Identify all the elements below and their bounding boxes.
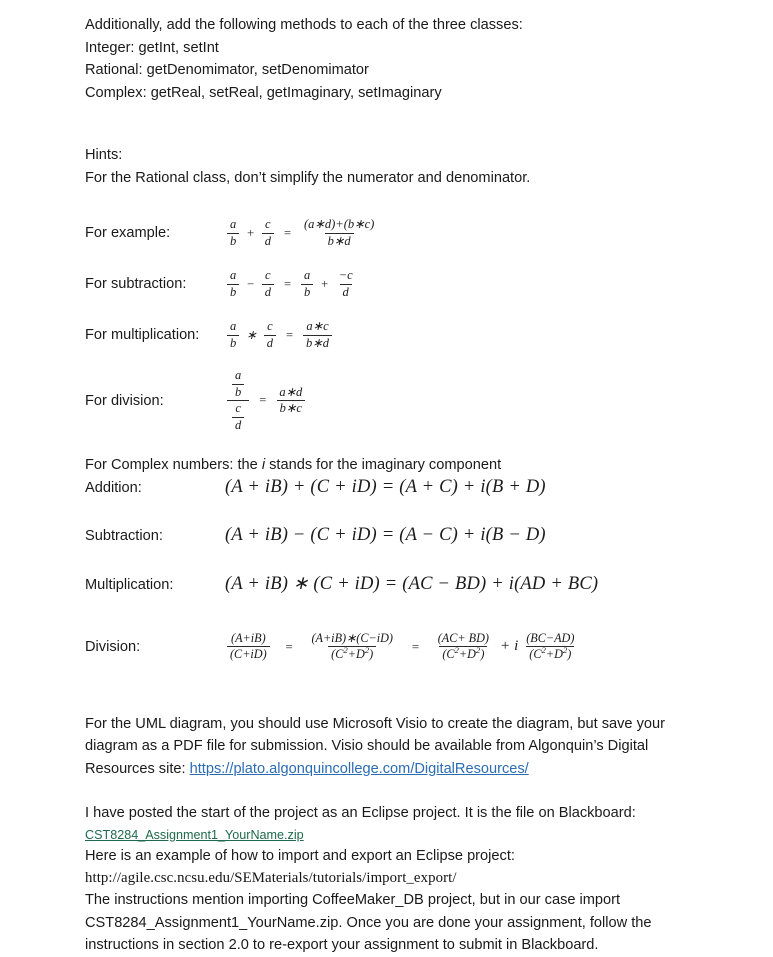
- complex-row-subtraction: [85, 525, 710, 561]
- methods-intro-block: [85, 14, 710, 104]
- complex-label-multiplication: Multiplication:: [85, 576, 174, 593]
- fraction-a-over-b: $\frac{a}{b}$: [227, 320, 239, 350]
- operator-minus: −: [246, 276, 255, 291]
- tutorial-url-text[interactable]: http://agile.csc.ncsu.edu/SEMaterials/tutorials/import_export/: [85, 870, 457, 887]
- formula-expression-example: [225, 218, 379, 248]
- methods-complex-line: Complex: getReal, setReal, getImaginary, setImaginary: [85, 84, 442, 101]
- methods-rational-line: Rational: getDenomimator, setDenomimator: [85, 62, 369, 78]
- spacer: [85, 673, 710, 713]
- formula-row-division: [85, 369, 710, 432]
- complex-intro-post: stands for the imaginary component: [265, 457, 502, 473]
- fraction-c-over-d: $\frac{c}{d}$: [262, 269, 274, 299]
- formula-expression-subtraction: [225, 269, 358, 299]
- complex-expression-division: [225, 632, 579, 661]
- spacer: [85, 255, 710, 262]
- formula-row-example: [85, 211, 710, 255]
- spacer: [85, 561, 710, 573]
- fraction-negc-over-d: $\frac{-c}{d}$: [338, 268, 353, 299]
- complex-expression-subtraction: (A + iB) − (C + iD) = (A − C) + i(B − D): [225, 524, 546, 545]
- operator-equals-1: =: [284, 638, 294, 654]
- operator-equals: =: [285, 327, 294, 342]
- fraction-aib-over-cid: $\frac{(A+iB)}{(C+iD)}$: [227, 632, 270, 661]
- eclipse-section: [85, 802, 710, 957]
- nested-fraction-ab-over-cd: [227, 369, 249, 432]
- operator-multiply: ∗: [246, 328, 257, 342]
- operator-equals: =: [283, 225, 291, 240]
- operator-equals: =: [259, 393, 267, 407]
- spacer: [85, 357, 710, 369]
- eclipse-example-line: Here is an example of how to import and export an Eclipse project:: [85, 847, 515, 864]
- fraction-a-over-b-2: $\frac{a}{b}$: [301, 269, 313, 299]
- formula-row-multiplication: [85, 313, 710, 357]
- complex-row-division: [85, 621, 710, 673]
- formula-label-example: For example:: [85, 225, 171, 241]
- complex-expression-addition: (A + iB) + (C + iD) = (A + C) + i(B + D): [225, 476, 546, 497]
- complex-expression-multiplication: (A + iB) ∗ (C + iD) = (AC − BD) + i(AD + BC): [225, 573, 599, 594]
- methods-integer-line: Integer: getInt, setInt: [85, 39, 219, 56]
- methods-intro-lead: Additionally, add the following methods to each of the three classes:: [85, 17, 523, 33]
- complex-row-addition: [85, 477, 710, 513]
- nested-denominator: [227, 400, 249, 432]
- formula-label-subtraction: For subtraction:: [85, 276, 187, 292]
- eclipse-closing-paragraph: The instructions mention importing CoffeeMaker_DB project, but in our case import CST8284_Assignment1_YourName.zip. Once you are done your assignment, follow the instructions in section 2.0 to re-export your assignment to submit in Blackboard.: [85, 892, 652, 954]
- fraction-result-division: $\frac{a∗d}{b∗c}$: [276, 386, 305, 416]
- denominator-c2-plus-d2: $(C^2+D^2)$: [328, 646, 376, 661]
- fraction-c-over-d: $\frac{c}{d}$: [262, 218, 274, 248]
- nested-numerator: [227, 369, 249, 400]
- fraction-result-example: $\frac{(a∗d)+(b∗c)}{b∗d}$: [304, 217, 375, 248]
- document-body: [85, 14, 710, 957]
- complex-row-multiplication: [85, 573, 710, 609]
- uml-paragraph: [85, 713, 710, 781]
- fraction-real-part: $\frac{(AC+ BD)}{(C^2+D^2)}$: [437, 630, 489, 661]
- spacer: [85, 432, 710, 454]
- complex-intro-line: [85, 454, 710, 477]
- fraction-a-over-b: $\frac{a}{b}$: [227, 218, 239, 248]
- complex-label-subtraction: Subtraction:: [85, 527, 163, 544]
- eclipse-posted-line: I have posted the start of the project as an Eclipse project. It is the file on Blackboard:: [85, 805, 636, 822]
- imaginary-unit-symbol: i: [261, 457, 266, 473]
- formula-row-subtraction: [85, 262, 710, 306]
- formula-expression-division: [225, 369, 307, 432]
- hints-block: [85, 144, 710, 189]
- assignment-zip-link[interactable]: CST8284_Assignment1_YourName.zip: [85, 827, 304, 842]
- complex-label-division: Division:: [85, 638, 141, 655]
- operator-equals: =: [283, 276, 291, 291]
- fraction-conjugate-expansion: $\frac{(A+iB)∗(C-iD)}{(C^2+D^2)}$: [311, 630, 393, 661]
- denominator-c2-plus-d2: $(C^2+D^2)$: [439, 646, 487, 661]
- fraction-result-multiplication: $\frac{a∗c}{b∗d}$: [303, 320, 332, 350]
- denominator-c2-plus-d2: $(C^2+D^2)$: [526, 646, 574, 661]
- complex-label-addition: Addition:: [85, 479, 142, 496]
- spacer: [85, 306, 710, 313]
- spacer: [85, 513, 710, 525]
- formula-label-multiplication: For multiplication:: [85, 327, 200, 343]
- imaginary-unit-symbol: i: [514, 638, 519, 654]
- fraction-a-over-b: $\frac{a}{b}$: [232, 369, 244, 399]
- spacer: [85, 104, 710, 144]
- operator-plus: +: [246, 225, 255, 240]
- uml-paragraph-text: For the UML diagram, you should use Microsoft Visio to create the diagram, but save your diagram as a PDF file for submission. Visio should be available from Algonquin’s Digital Resources site:: [85, 715, 665, 777]
- formula-label-division: For division:: [85, 392, 164, 409]
- spacer: [85, 609, 710, 621]
- spacer: [85, 189, 710, 211]
- operator-plus: +: [499, 638, 511, 654]
- operator-plus: +: [320, 276, 329, 291]
- fraction-a-over-b: $\frac{a}{b}$: [227, 269, 239, 299]
- hints-heading: Hints:: [85, 147, 123, 163]
- digital-resources-link[interactable]: https://plato.algonquincollege.com/DigitalResources/: [189, 760, 529, 777]
- operator-equals-2: =: [410, 638, 420, 654]
- zip-file-line: [85, 825, 710, 845]
- spacer: [85, 780, 710, 802]
- complex-intro-pre: For Complex numbers: the: [85, 457, 262, 473]
- fraction-imaginary-part: $\frac{(BC-AD)}{(C^2+D^2)}$: [526, 630, 575, 661]
- fraction-c-over-d: $\frac{c}{d}$: [232, 402, 244, 432]
- formula-expression-multiplication: [225, 320, 334, 350]
- hints-rational-note: For the Rational class, don’t simplify the numerator and denominator.: [85, 169, 531, 186]
- fraction-c-over-d: $\frac{c}{d}$: [264, 320, 276, 350]
